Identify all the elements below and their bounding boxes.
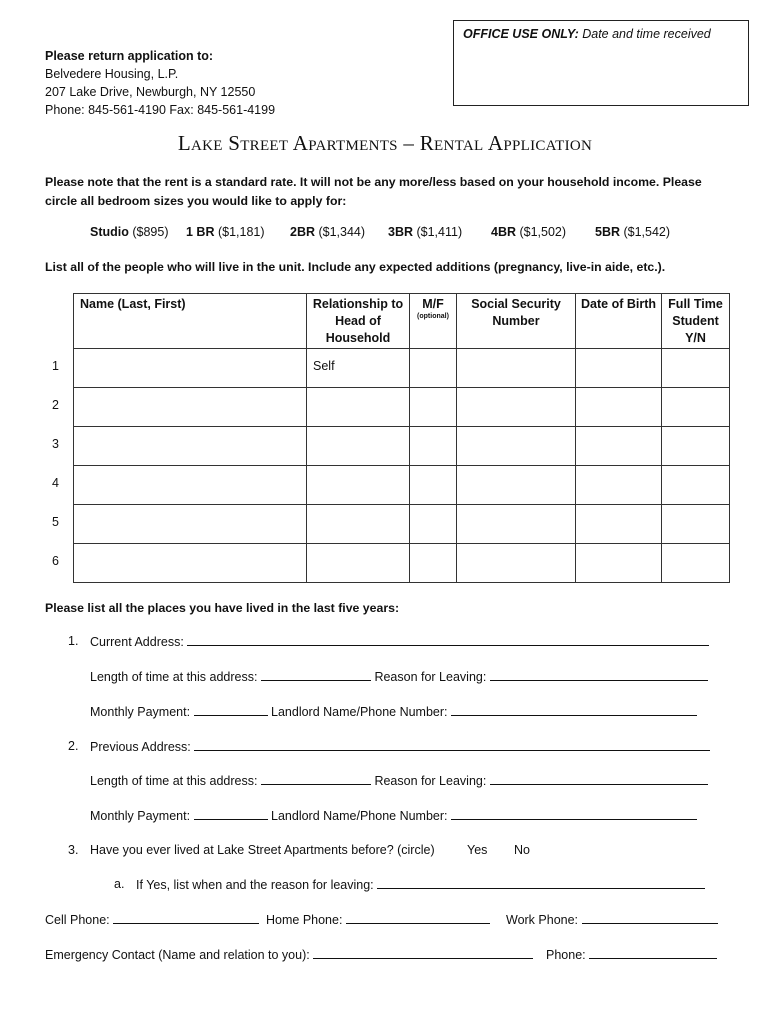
cell-relationship[interactable] <box>307 505 410 544</box>
return-heading: Please return application to: <box>45 49 214 63</box>
lived-before-question: Have you ever lived at Lake Street Apartments before? (circle) <box>90 843 435 857</box>
current-payment-row <box>90 704 697 719</box>
cell-dob[interactable] <box>576 388 662 427</box>
monthly-label: Monthly Payment: <box>90 809 191 823</box>
emergency-phone-field[interactable] <box>589 947 717 959</box>
work-phone-label: Work Phone: <box>506 913 579 927</box>
current-address-row <box>90 634 709 649</box>
previous-payment-row <box>90 808 697 823</box>
cell-phone-field[interactable] <box>113 912 259 924</box>
if-yes-label: If Yes, list when and the reason for leaving: <box>136 878 374 892</box>
cell-dob[interactable] <box>576 427 662 466</box>
cell-mf[interactable] <box>410 544 457 583</box>
work-phone-field[interactable] <box>582 912 718 924</box>
previous-address-label: Previous Address: <box>90 740 191 754</box>
cell-mf[interactable] <box>410 505 457 544</box>
cell-name[interactable] <box>74 466 307 505</box>
current-monthly-field[interactable] <box>194 704 268 716</box>
home-phone-label: Home Phone: <box>266 913 343 927</box>
table-row <box>74 388 730 427</box>
cell-student[interactable] <box>662 388 730 427</box>
bedroom-name: 3BR <box>388 225 414 239</box>
current-reason-field[interactable] <box>490 669 708 681</box>
table-row <box>74 505 730 544</box>
cell-ssn[interactable] <box>457 388 576 427</box>
row-number: 1 <box>52 359 59 373</box>
monthly-label: Monthly Payment: <box>90 705 191 719</box>
bedroom-price: ($1,502) <box>516 225 567 239</box>
header-ssn: Social Security Number <box>457 294 576 349</box>
row-number: 6 <box>52 554 59 568</box>
bedroom-name: 2BR <box>290 225 316 239</box>
bedroom-price: ($895) <box>128 225 169 239</box>
cell-name[interactable] <box>74 427 307 466</box>
cell-student[interactable] <box>662 427 730 466</box>
cell-name[interactable] <box>74 388 307 427</box>
home-phone-row <box>266 912 490 927</box>
bedroom-price: ($1,181) <box>214 225 265 239</box>
cell-dob[interactable] <box>576 466 662 505</box>
rent-note: Please note that the rent is a standard rate. It will not be any more/less based on your household income. Please circle all bedroom sizes you would like to apply for: <box>45 175 702 208</box>
previous-address-field[interactable] <box>194 739 710 751</box>
item-number: 2. <box>68 739 79 753</box>
bedroom-name: 4BR <box>491 225 517 239</box>
bedroom-price: ($1,344) <box>315 225 366 239</box>
cell-ssn[interactable] <box>457 466 576 505</box>
header-dob: Date of Birth <box>576 294 662 349</box>
table-row <box>74 349 730 388</box>
return-line: 207 Lake Drive, Newburgh, NY 12550 <box>45 85 256 99</box>
cell-dob[interactable] <box>576 505 662 544</box>
reason-label: Reason for Leaving: <box>374 670 487 684</box>
if-yes-row <box>136 877 705 892</box>
cell-ssn[interactable] <box>457 427 576 466</box>
office-use-label: OFFICE USE ONLY: <box>463 27 579 41</box>
header-relationship: Relationship to Head of Household <box>307 294 410 349</box>
cell-student[interactable] <box>662 505 730 544</box>
current-length-row <box>90 669 708 684</box>
header-mf <box>410 294 457 349</box>
cell-ssn[interactable] <box>457 544 576 583</box>
cell-ssn[interactable] <box>457 349 576 388</box>
landlord-label: Landlord Name/Phone Number: <box>271 809 448 823</box>
page-title: Lake Street Apartments – Rental Application <box>177 131 593 155</box>
cell-relationship[interactable] <box>307 427 410 466</box>
cell-relationship[interactable] <box>307 388 410 427</box>
table-header-row <box>74 294 730 349</box>
length-label: Length of time at this address: <box>90 774 258 788</box>
header-mf-label: M/F <box>422 297 444 311</box>
bedroom-name: Studio <box>90 225 129 239</box>
previous-landlord-field[interactable] <box>451 808 697 820</box>
current-address-field[interactable] <box>187 634 709 646</box>
bedroom-price: ($1,411) <box>413 225 463 239</box>
row-number: 4 <box>52 476 59 490</box>
cell-relationship[interactable] <box>307 544 410 583</box>
bedroom-option-studio[interactable] <box>90 225 169 239</box>
current-length-field[interactable] <box>261 669 371 681</box>
bedroom-option-3br[interactable] <box>388 225 462 239</box>
previous-length-field[interactable] <box>261 773 371 785</box>
cell-student[interactable] <box>662 466 730 505</box>
header-name: Name (Last, First) <box>74 294 307 349</box>
household-table <box>73 293 730 583</box>
no-option[interactable]: No <box>514 843 530 857</box>
cell-dob[interactable] <box>576 544 662 583</box>
emergency-field[interactable] <box>313 947 533 959</box>
row-number: 2 <box>52 398 59 412</box>
people-instruction: List all of the people who will live in the unit. Include any expected additions (pregnancy, live-in aide, etc.). <box>45 260 666 274</box>
cell-name[interactable] <box>74 505 307 544</box>
bedroom-name: 5BR <box>595 225 621 239</box>
previous-reason-field[interactable] <box>490 773 708 785</box>
work-phone-row <box>506 912 718 927</box>
cell-student[interactable] <box>662 349 730 388</box>
cell-phone-label: Cell Phone: <box>45 913 110 927</box>
emergency-row <box>45 947 533 962</box>
row-number: 5 <box>52 515 59 529</box>
home-phone-field[interactable] <box>346 912 490 924</box>
item-number: 1. <box>68 634 79 648</box>
emergency-phone-row <box>546 947 717 962</box>
emergency-label: Emergency Contact (Name and relation to you): <box>45 948 310 962</box>
bedroom-option-4br[interactable] <box>491 225 566 239</box>
previous-length-row <box>90 773 708 788</box>
reason-label: Reason for Leaving: <box>374 774 487 788</box>
header-mf-note: (optional) <box>417 313 449 320</box>
previous-address-row <box>90 739 710 754</box>
yes-option[interactable]: Yes <box>467 843 488 857</box>
current-landlord-field[interactable] <box>451 704 697 716</box>
cell-relationship[interactable]: Self <box>307 349 410 388</box>
cell-relationship[interactable] <box>307 466 410 505</box>
bedroom-option-1br[interactable] <box>186 225 265 239</box>
cell-mf[interactable] <box>410 427 457 466</box>
emergency-phone-label: Phone: <box>546 948 586 962</box>
cell-phone-row <box>45 912 259 927</box>
row-number: 3 <box>52 437 59 451</box>
address-heading: Please list all the places you have lived in the last five years: <box>45 601 400 615</box>
bedroom-name: 1 BR <box>186 225 215 239</box>
return-line: Belvedere Housing, L.P. <box>45 67 179 81</box>
cell-dob[interactable] <box>576 349 662 388</box>
bedroom-option-5br[interactable] <box>595 225 670 239</box>
table-row <box>74 427 730 466</box>
bedroom-price: ($1,542) <box>620 225 671 239</box>
landlord-label: Landlord Name/Phone Number: <box>271 705 448 719</box>
office-use-box <box>453 20 749 106</box>
cell-student[interactable] <box>662 544 730 583</box>
current-address-label: Current Address: <box>90 635 184 649</box>
cell-mf[interactable] <box>410 349 457 388</box>
table-row <box>74 544 730 583</box>
bedroom-option-2br[interactable] <box>290 225 365 239</box>
sub-item-letter: a. <box>114 877 125 891</box>
cell-mf[interactable] <box>410 388 457 427</box>
item-number: 3. <box>68 843 79 857</box>
cell-ssn[interactable] <box>457 505 576 544</box>
length-label: Length of time at this address: <box>90 670 258 684</box>
header-student: Full Time Student Y/N <box>662 294 730 349</box>
previous-monthly-field[interactable] <box>194 808 268 820</box>
if-yes-field[interactable] <box>377 877 705 889</box>
cell-mf[interactable] <box>410 466 457 505</box>
cell-name[interactable] <box>74 544 307 583</box>
table-row <box>74 466 730 505</box>
cell-name[interactable] <box>74 349 307 388</box>
return-address <box>45 47 275 119</box>
return-line: Phone: 845-561-4190 Fax: 845-561-4199 <box>45 103 276 117</box>
office-use-text: Date and time received <box>578 27 711 41</box>
